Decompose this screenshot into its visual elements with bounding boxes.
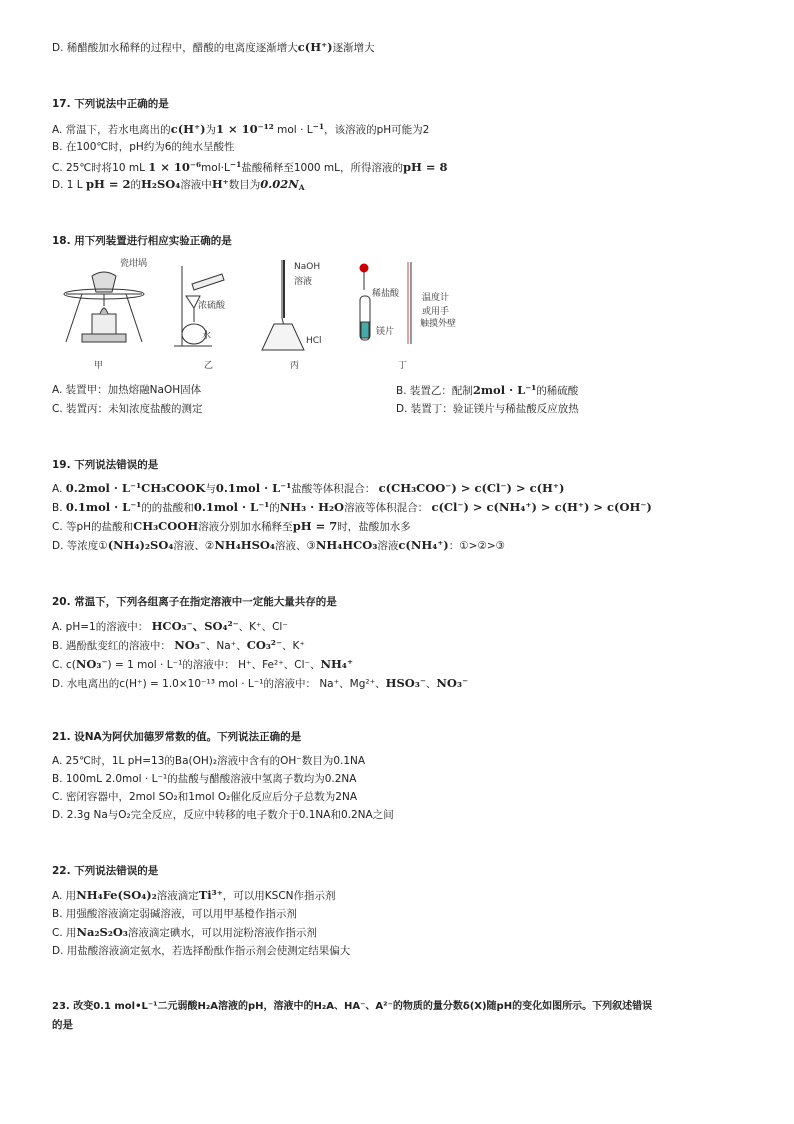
q17-d-math3: H⁺ xyxy=(211,177,229,191)
q17-a-exp: −1 xyxy=(312,122,325,131)
q19-b-math4: c(Cl⁻) > c(NH₄⁺) > c(H⁺) > c(OH⁻) xyxy=(431,500,652,514)
q20-c-ion1: NO₃⁻ xyxy=(75,657,108,671)
q19-d-math1: (NH₄)₂SO₄ xyxy=(107,538,174,552)
q16-option-d xyxy=(52,40,375,55)
q19-option-c xyxy=(52,519,411,534)
q20-c-mid: ) = 1 mol · L⁻¹的溶液中： H⁺、Fe²⁺、Cl⁻、 xyxy=(107,659,321,671)
q17-option-c xyxy=(52,158,448,175)
q19-c-pre: C. 等pH的盐酸和 xyxy=(52,521,134,533)
q19-a-math1: 0.2mol · L⁻¹CH₃COOK xyxy=(65,481,206,495)
q19-b-mid2: 的 xyxy=(269,502,280,514)
q17-a-math1: c(H⁺) xyxy=(170,122,206,136)
q18-option-a: A. 装置甲：加热熔融NaOH固体 xyxy=(52,384,202,396)
q17-option-d xyxy=(52,177,305,195)
dropper-icon xyxy=(360,264,368,272)
apparatus-drawing xyxy=(52,256,472,372)
label-solution: 溶液 xyxy=(294,277,313,287)
q20-title: 20. 常温下，下列各组离子在指定溶液中一定能大量共存的是 xyxy=(52,596,337,608)
q20-option-a xyxy=(52,619,288,634)
q17-c-pre: C. 25℃时将10 mL xyxy=(52,162,145,174)
burner-icon xyxy=(92,314,116,334)
q19-a-math2: 0.1mol · L⁻¹ xyxy=(215,481,292,495)
q19-d-post: ：①>②>③ xyxy=(448,540,506,552)
q17-c-mid: 盐酸稀释至1000 mL，所得溶液的 xyxy=(241,162,403,174)
label-jia: 甲 xyxy=(94,361,104,371)
label-mg: 镁片 xyxy=(376,327,395,337)
q22-c-math: Na₂S₂O₃ xyxy=(76,925,128,939)
q17-c-math2: pH = 8 xyxy=(402,160,448,174)
label-touch-wall: 触摸外壁 xyxy=(420,319,457,329)
q17-option-a xyxy=(52,120,429,137)
q17-option-b: B. 在100℃时，pH约为6的纯水呈酸性 xyxy=(52,141,235,153)
label-conc-acid: 浓硫酸 xyxy=(198,301,226,311)
q23-line2: 的是 xyxy=(52,1019,73,1031)
q20-option-c xyxy=(52,657,353,672)
q17-a-post: ，该溶液的pH可能为2 xyxy=(324,124,430,136)
q22-a-math1: NH₄Fe(SO₄)₂ xyxy=(76,888,157,902)
q18-title: 18. 用下列装置进行相应实验正确的是 xyxy=(52,235,232,247)
q17-a-pre: A. 常温下，若水电离出的 xyxy=(52,124,171,136)
q19-a-mid1: 与 xyxy=(205,483,216,495)
q19-d-math4: c(NH₄⁺) xyxy=(398,538,449,552)
q17-c-math1: 1 × 10⁻⁶ xyxy=(148,160,202,174)
q19-d-mid3: 溶液 xyxy=(377,540,399,552)
q19-b-math1: 0.1mol · L⁻¹ xyxy=(65,500,142,514)
q22-a-pre: A. 用 xyxy=(52,890,77,902)
q19-title: 19. 下列说法错误的是 xyxy=(52,459,159,471)
q18-b-post: 的稀硫酸 xyxy=(536,385,579,397)
q16-d-math: c(H⁺) xyxy=(297,40,333,54)
q19-option-d xyxy=(52,538,505,553)
q19-b-mid1: 的的盐酸和 xyxy=(141,502,194,514)
q17-d-pre: D. 1 L xyxy=(52,179,83,191)
q19-d-mid2: 溶液、③ xyxy=(274,540,316,552)
q19-c-math1: CH₃COOH xyxy=(133,519,199,533)
q17-a-unit: mol · L xyxy=(277,124,313,136)
q19-d-pre: D. 等浓度① xyxy=(52,540,108,552)
graduated-cylinder-icon xyxy=(192,274,224,290)
q17-c-exp: −1 xyxy=(229,160,242,169)
q18-b-math: 2mol · L⁻¹ xyxy=(472,383,537,397)
q18-b-pre: B. 装置乙：配制 xyxy=(396,385,473,397)
q20-d-ion2: NO₃⁻ xyxy=(436,676,469,690)
q20-c-ion2: NH₄⁺ xyxy=(320,657,354,671)
q19-option-a xyxy=(52,481,564,496)
q20-d-mid: 、 xyxy=(425,678,437,690)
q16-d-text-end: 逐渐增大 xyxy=(332,42,375,54)
q19-b-math3: NH₃ · H₂O xyxy=(279,500,345,514)
q22-option-d: D. 用盐酸溶液滴定氨水，若选择酚酞作指示剂会使测定结果偏大 xyxy=(52,945,351,957)
q17-d-mid2: 溶液中 xyxy=(180,179,212,191)
q18-option-c: C. 装置丙：未知浓度盐酸的测定 xyxy=(52,403,203,415)
label-yi: 乙 xyxy=(204,361,214,371)
q19-b-math2: 0.1mol · L⁻¹ xyxy=(193,500,270,514)
q22-c-pre: C. 用 xyxy=(52,927,77,939)
q21-option-a: A. 25℃时，1L pH=13的Ba(OH)₂溶液中含有的OH⁻数目为0.1NA xyxy=(52,755,366,767)
q22-option-c xyxy=(52,925,317,940)
q18-apparatus-figure xyxy=(52,256,472,372)
q19-a-mid2: 盐酸等体积混合： xyxy=(291,483,376,495)
q20-option-b xyxy=(52,638,305,653)
q20-c-pre: C. c( xyxy=(52,659,76,671)
label-water: 水 xyxy=(202,331,212,341)
q20-b-mid: 、Na⁺、 xyxy=(205,640,247,652)
q19-b-pre: B. xyxy=(52,502,63,514)
q17-d-mid1: 的 xyxy=(130,179,142,191)
q17-d-mid3: 数目为 xyxy=(228,179,261,191)
q17-a-math2: 1 × 10⁻¹² xyxy=(216,122,274,136)
label-bing: 丙 xyxy=(290,361,300,371)
q19-d-mid1: 溶液、② xyxy=(173,540,215,552)
q22-option-a xyxy=(52,888,336,903)
q17-a-mid: 为 xyxy=(205,124,217,136)
q20-b-post: 、K⁺ xyxy=(282,640,305,652)
q20-b-pre: B. 遇酚酞变红的溶液中： xyxy=(52,640,171,652)
q21-option-d: D. 2.3g Na与O₂完全反应，反应中转移的电子数介于0.1NA和0.2NA之间 xyxy=(52,809,394,821)
q22-a-post: ，可以用KSCN作指示剂 xyxy=(222,890,336,902)
q21-option-c: C. 密闭容器中，2mol SO₂和1mol O₂催化反应后分子总数为2NA xyxy=(52,791,358,803)
q20-b-ion1: NO₃⁻ xyxy=(174,638,206,652)
q19-d-math2: NH₄HSO₄ xyxy=(214,538,275,552)
label-naoh: NaOH xyxy=(294,262,321,272)
q19-a-pre: A. xyxy=(52,483,63,495)
q20-d-ion1: HSO₃⁻ xyxy=(385,676,426,690)
label-crucible: 瓷坩埚 xyxy=(120,259,148,269)
q20-a-pre: A. pH=1的溶液中： xyxy=(52,621,149,633)
q22-c-post: 溶液滴定碘水，可以用淀粉溶液作指示剂 xyxy=(127,927,317,939)
q19-a-math3: c(CH₃COO⁻) > c(Cl⁻) > c(H⁺) xyxy=(378,481,565,495)
label-thermometer: 温度计 xyxy=(422,293,450,303)
q17-d-math4: 0.02N xyxy=(260,177,299,191)
q22-a-mid: 溶液滴定 xyxy=(156,890,199,902)
q18-option-b xyxy=(396,383,578,398)
q20-option-d xyxy=(52,676,468,691)
q22-a-math2: Ti³⁺ xyxy=(198,888,223,902)
q20-a-post: 、K⁺、Cl⁻ xyxy=(238,621,288,633)
q19-c-math2: pH = 7 xyxy=(292,519,338,533)
q17-c-unit: mol·L xyxy=(201,162,230,174)
label-ding: 丁 xyxy=(398,361,408,371)
q16-d-text: D. 稀醋酸加水稀释的过程中，醋酸的电离度逐渐增大 xyxy=(52,42,298,54)
q19-d-math3: NH₄HCO₃ xyxy=(315,538,378,552)
q17-d-math2: H₂SO₄ xyxy=(141,177,181,191)
label-hcl: HCl xyxy=(306,336,322,346)
q20-d-pre: D. 水电离出的c(H⁺) = 1.0×10⁻¹³ mol · L⁻¹的溶液中： Na⁺、Mg²⁺、 xyxy=(52,678,386,690)
q21-title: 21. 设NA为阿伏加德罗常数的值。下列说法正确的是 xyxy=(52,731,302,743)
q22-title: 22. 下列说法错误的是 xyxy=(52,865,159,877)
q23-line1: 23. 改变0.1 mol•L⁻¹二元弱酸H₂A溶液的pH，溶液中的H₂A、HA⁻、A²⁻的物质的量分数δ(X)随pH的变化如图所示。下列叙述错误 xyxy=(52,1001,653,1012)
q22-option-b: B. 用强酸溶液滴定弱碱溶液，可以用甲基橙作指示剂 xyxy=(52,908,297,920)
q17-d-math1: pH = 2 xyxy=(85,177,131,191)
q18-option-d: D. 装置丁：验证镁片与稀盐酸反应放热 xyxy=(396,403,579,415)
q19-option-b xyxy=(52,500,652,515)
label-or-touch: 或用手 xyxy=(422,307,450,317)
q20-b-ion2: CO₃²⁻ xyxy=(246,638,283,652)
q17-d-sub: A xyxy=(298,183,305,192)
q19-b-mid3: 溶液等体积混合： xyxy=(344,502,429,514)
q19-c-mid: 溶液分别加水稀释至 xyxy=(198,521,293,533)
q21-option-b: B. 100mL 2.0mol · L⁻¹的盐酸与醋酸溶液中氢离子数均为0.2NA xyxy=(52,773,357,785)
label-dilute-hcl: 稀盐酸 xyxy=(372,289,400,299)
q17-title: 17. 下列说法中正确的是 xyxy=(52,98,169,110)
q19-c-post: 时，盐酸加水多 xyxy=(337,521,411,533)
conical-flask-icon xyxy=(262,324,304,350)
q20-a-ions: HCO₃⁻、SO₄²⁻ xyxy=(151,619,239,633)
